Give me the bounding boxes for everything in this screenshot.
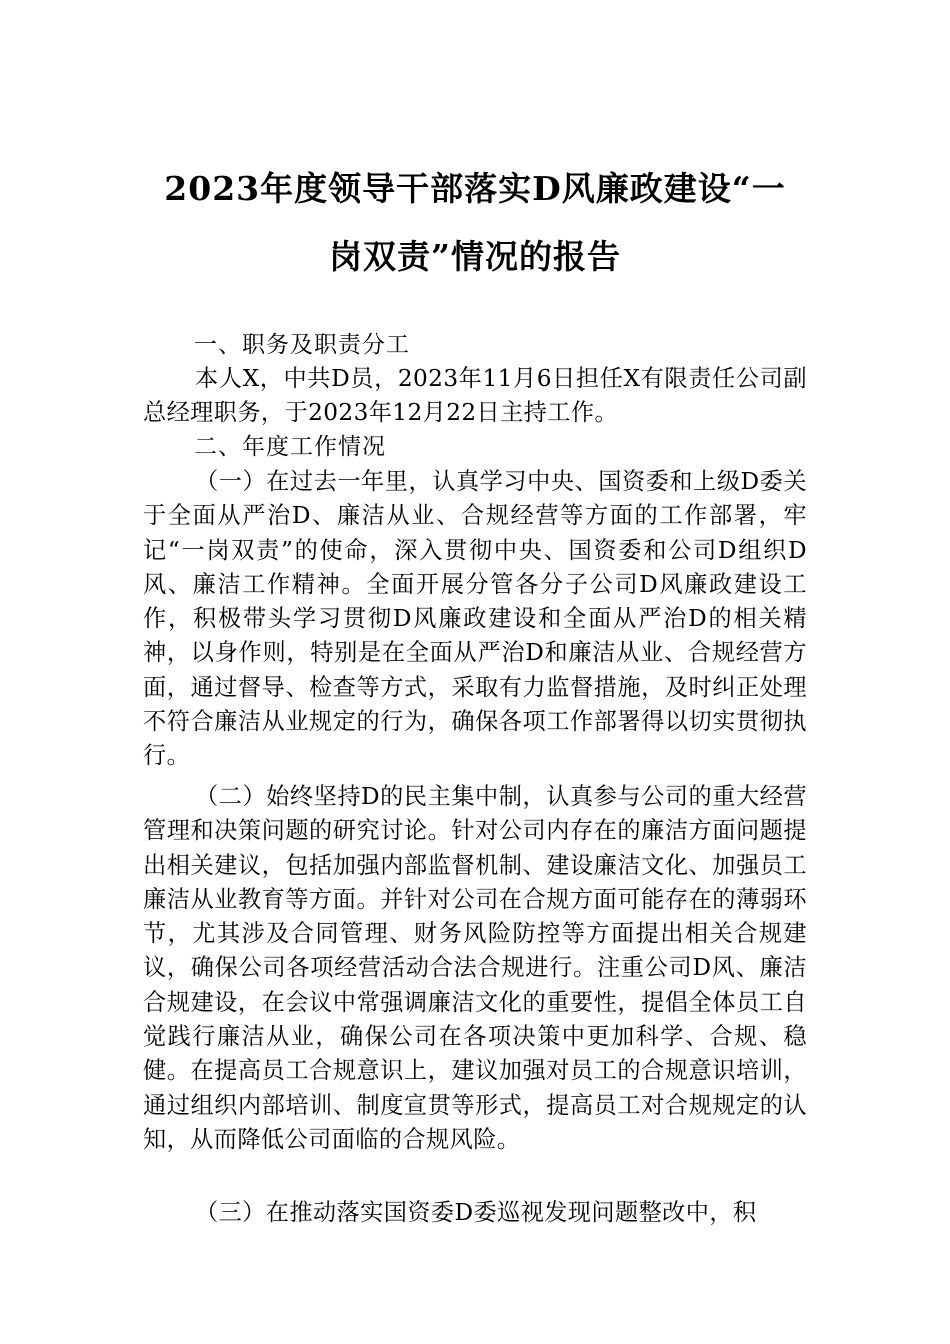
section-2-heading: 二、年度工作情况 bbox=[194, 434, 386, 460]
section-1-heading: 一、职务及职责分工 bbox=[194, 332, 410, 358]
document-title-line-1: 2023年度领导干部落实D风廉政建设“一 bbox=[164, 169, 786, 208]
paragraph-3: （三）在推动落实国资委D委巡视发现问题整改中，积 bbox=[195, 1199, 757, 1226]
section-1-paragraph: 本人X，中共D员，2023年11月6日担任X有限责任公司副总经理职务，于2023年12月22日主持工作。 bbox=[143, 365, 807, 427]
paragraph-2: （二）始终坚持D的民主集中制，认真参与公司的重大经营管理和决策问题的研究讨论。针对公司内存在的廉洁方面问题提出相关建议，包括加强内部监督机制、建设廉洁文化、加强员工廉洁从业教育等方面。并针对公司在合规方面可能存在的薄弱环节，尤其涉及合同管理、财务风险防控等方面提出相关合规建议，确保公司各项经营活动合法合规进行。注重公司D风、廉洁合规建设，在会议中常强调廉洁文化的重要性，提倡全体员工自觉践行廉洁从业，确保公司在各项决策中更加科学、合规、稳健。在提高员工合规意识上，建议加强对员工的合规意识培训，通过组织内部培训、制度宣贯等形式，提高员工对合规规定的认知，从而降低公司面临的合规风险。 bbox=[143, 783, 807, 1153]
paragraph-1: （一）在过去一年里，认真学习中央、国资委和上级D委关于全面从严治D、廉洁从业、合规经营等方面的工作部署，牢记“一岗双责”的使命，深入贯彻中央、国资委和公司D组织D风、廉洁工作精神。全面开展分管各分子公司D风廉政建设工作，积极带头学习贯彻D风廉政建设和全面从严治D的相关精神，以身作则，特别是在全面从严治D和廉洁从业、合规经营方面，通过督导、检查等方式，采取有力监督措施，及时纠正处理不符合廉洁从业规定的行为，确保各项工作部署得以切实贯彻执行。 bbox=[143, 468, 807, 770]
document-title-line-2: 岗双责”情况的报告 bbox=[329, 237, 621, 276]
